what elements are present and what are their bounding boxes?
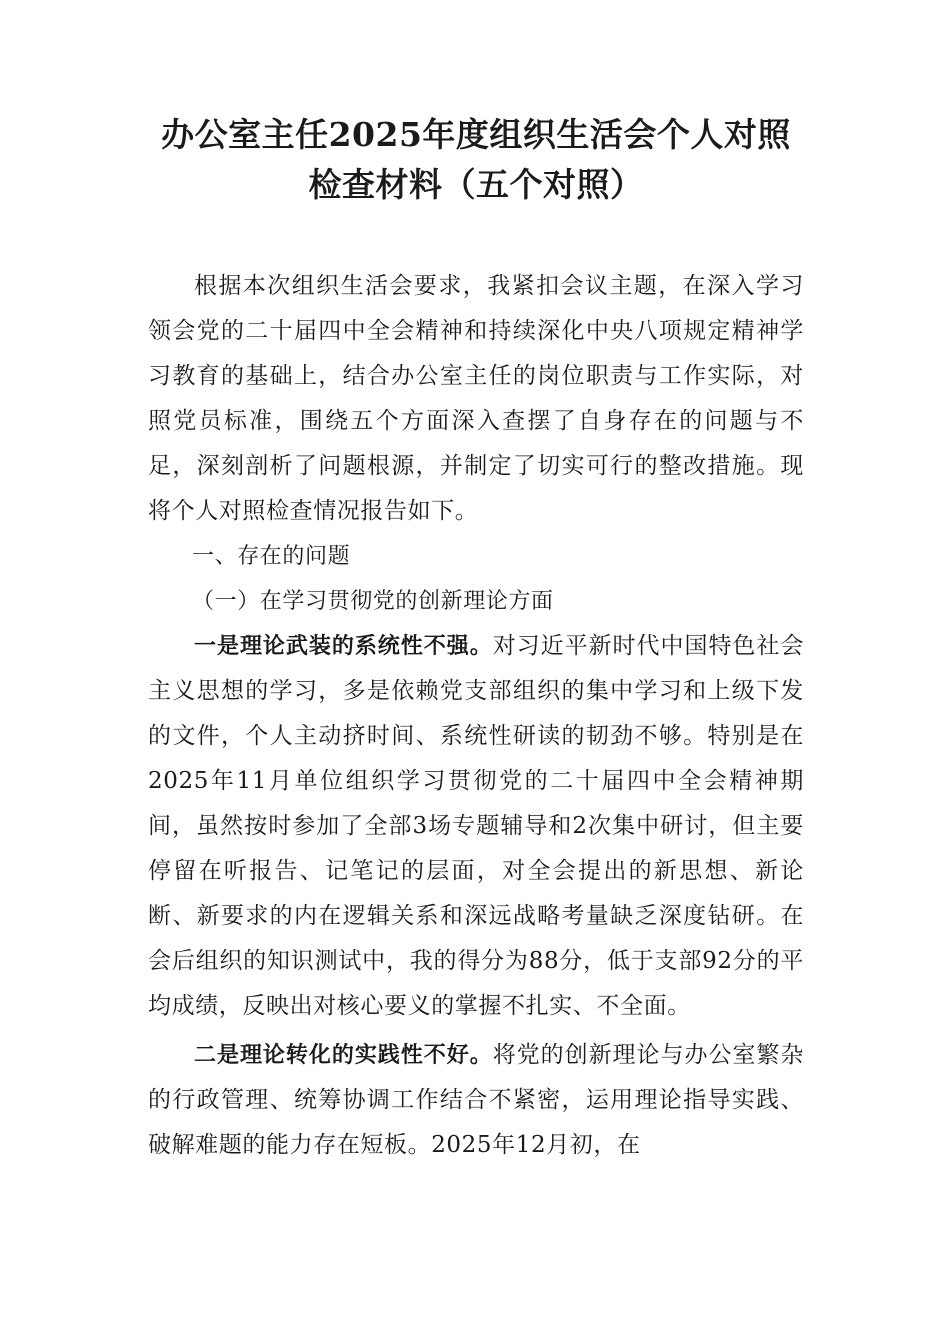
document-page [148,110,804,1168]
issue-1-lead: 一是理论武装的系统性不强。 [194,634,493,659]
document-body [148,264,804,1168]
issue-2-lead: 二是理论转化的实践性不好。 [194,1043,493,1068]
issue-2-text: 将党的创新理论与办公室繁杂的行政管理、统筹协调工作结合不紧密，运用理论指导实践、破解难题的能力存在短板。2025年12月初，在 [148,1042,804,1158]
issue-1-text: 对习近平新时代中国特色社会主义思想的学习，多是依赖党支部组织的集中学习和上级下发的文件，个人主动挤时间、系统性研读的韧劲不够。特别是在2025年11月单位组织学习贯彻党的二十届四中全会精神期间，虽然按时参加了全部3场专题辅导和2次集中研讨，但主要停留在听报告、记笔记的层面，对全会提出的新思想、新论断、新要求的内在逻辑关系和深远战略考量缺乏深度钻研。在会后组织的知识测试中，我的得分为88分，低于支部92分的平均成绩，反映出对核心要义的掌握不扎实、不全面。 [148,633,804,1019]
title-line-2: 检查材料（五个对照） [308,165,644,204]
document-title [148,110,804,210]
issue-paragraph-1 [148,624,804,1029]
intro-paragraph: 根据本次组织生活会要求，我紧扣会议主题，在深入学习领会党的二十届四中全会精神和持续深化中央八项规定精神学习教育的基础上，结合办公室主任的岗位职责与工作实际，对照党员标准，围绕五个方面深入查摆了自身存在的问题与不足，深刻剖析了问题根源，并制定了切实可行的整改措施。现将个人对照检查情况报告如下。 [148,273,804,524]
issue-paragraph-2 [148,1033,804,1168]
section-heading: 一、存在的问题 [192,544,351,569]
title-line-1: 办公室主任2025年度组织生活会个人对照 [161,115,791,154]
subsection-heading: （一）在学习贯彻党的创新理论方面 [192,589,554,614]
